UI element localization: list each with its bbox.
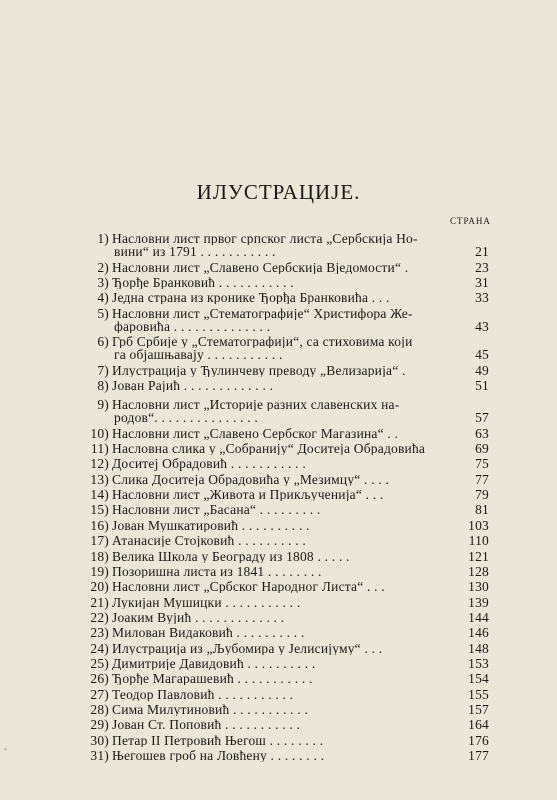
item-number: 4) xyxy=(97,290,109,306)
list-item xyxy=(84,307,489,333)
item-title-line: Насловни лист „Србског Народног Листа“ . . . xyxy=(112,580,385,594)
item-number: 25) xyxy=(90,655,109,671)
item-title-line: Теодор Павловић . . . . . . . . . . . xyxy=(112,687,294,701)
item-title-line: Насловни лист „Славено Сербскија Вједомости“ . xyxy=(112,260,409,274)
list-item xyxy=(84,688,489,701)
illustrations-list xyxy=(84,232,489,764)
item-title-line: Слика Доситеја Обрадовића у „Мезимцу“ . . . . xyxy=(112,472,390,486)
item-number: 29) xyxy=(90,717,109,733)
list-item xyxy=(84,611,489,624)
item-title-line: Насловни лист „Историје разних славенских на- xyxy=(112,398,400,412)
page-number: 51 xyxy=(475,378,489,394)
item-number: 31) xyxy=(90,747,109,763)
list-item xyxy=(84,457,489,470)
list-item xyxy=(84,488,489,501)
item-title-line: Насловни лист „Стематографије“ Христифора Же- xyxy=(112,306,413,320)
page-number: 139 xyxy=(468,594,489,610)
item-number: 22) xyxy=(90,609,109,625)
item-title-line: Јован Ст. Поповић . . . . . . . . . . . xyxy=(112,718,301,732)
item-number: 21) xyxy=(90,594,109,610)
list-item xyxy=(84,672,489,685)
item-title-line: вини“ из 1791 . . . . . . . . . . . xyxy=(114,245,276,259)
item-number: 7) xyxy=(97,362,109,378)
page-number: 128 xyxy=(468,563,489,579)
page-number: 69 xyxy=(475,441,489,457)
item-title-line: Ђорђе Бранковић . . . . . . . . . . . xyxy=(112,275,294,290)
list-item xyxy=(84,596,489,609)
item-number: 10) xyxy=(90,425,109,441)
item-title-line: Атанасије Стојковић . . . . . . . . . . xyxy=(112,534,307,548)
list-item xyxy=(84,534,489,547)
item-title-line: Велика Школа у Београду из 1808 . . . . . xyxy=(112,549,350,563)
item-number: 30) xyxy=(90,732,109,748)
item-number: 11) xyxy=(90,441,109,457)
item-number: 6) xyxy=(97,334,109,350)
page-number: 121 xyxy=(468,548,489,564)
list-item xyxy=(84,442,489,455)
page-number: 155 xyxy=(468,686,489,702)
page-number: 177 xyxy=(468,747,489,763)
item-title-line: Насловни лист првог српског листа „Сербскија Но- xyxy=(112,232,418,246)
item-title-line: Јоаким Вујић . . . . . . . . . . . . . xyxy=(112,610,285,625)
item-title-line: Димитрије Давидовић . . . . . . . . . . xyxy=(112,656,316,671)
list-item xyxy=(84,503,489,516)
item-number: 5) xyxy=(97,305,109,321)
item-number: 28) xyxy=(90,701,109,717)
page-number: 21 xyxy=(475,244,489,260)
item-title-line: Милован Видаковић . . . . . . . . . . xyxy=(112,626,305,640)
list-item xyxy=(84,473,489,486)
page-number: 23 xyxy=(475,259,489,275)
page-column-header: СТРАНА xyxy=(450,216,491,226)
page-number: 77 xyxy=(475,471,489,487)
item-number: 19) xyxy=(90,563,109,579)
item-number: 16) xyxy=(90,517,109,533)
item-title-line: Илустрација из „Љубомира у Јелисијуму“ . . . xyxy=(112,641,383,655)
item-number: 24) xyxy=(90,640,109,656)
item-number: 18) xyxy=(90,548,109,564)
list-item xyxy=(84,232,489,258)
margin-mark: ◦ xyxy=(4,744,8,754)
page-number: 164 xyxy=(468,717,489,733)
page-number: 154 xyxy=(468,671,489,687)
list-item xyxy=(84,398,489,424)
item-number: 20) xyxy=(90,579,109,595)
list-item xyxy=(84,335,489,361)
item-title-line: Насловна слика у „Собранију“ Доситеја Обрадовића xyxy=(112,442,426,456)
item-number: 26) xyxy=(90,671,109,687)
item-title-line: Петар II Петровић Његош . . . . . . . . xyxy=(112,733,324,747)
page-number: 144 xyxy=(468,609,489,625)
item-title-line: Једна страна из кронике Ђорђа Бранковића . . . xyxy=(112,291,390,305)
list-item xyxy=(84,718,489,731)
item-number: 27) xyxy=(90,686,109,702)
item-number: 15) xyxy=(90,502,109,518)
list-item xyxy=(84,519,489,532)
list-item xyxy=(84,642,489,655)
item-number: 3) xyxy=(97,274,109,290)
list-item xyxy=(84,291,489,304)
page-number: 49 xyxy=(475,362,489,378)
page-number: 81 xyxy=(475,502,489,518)
page-number: 33 xyxy=(475,290,489,306)
page-number: 57 xyxy=(475,410,489,426)
list-item xyxy=(84,550,489,563)
list-item xyxy=(84,565,489,578)
list-item xyxy=(84,626,489,639)
item-title-line: Грб Србије у „Стематографији“, са стиховима који xyxy=(112,335,413,349)
item-number: 1) xyxy=(97,231,109,246)
item-title-line: Илустрација у Ђулинчеву преводу „Велизарија“ . xyxy=(112,363,406,377)
item-number: 2) xyxy=(97,259,109,275)
page-number: 43 xyxy=(475,318,489,334)
list-item xyxy=(84,749,489,762)
page-number: 130 xyxy=(468,579,489,595)
item-number: 12) xyxy=(90,456,109,472)
item-title-line: Његошев гроб на Ловћену . . . . . . . . xyxy=(112,748,325,763)
item-title-line: Сима Милутиновић . . . . . . . . . . . xyxy=(112,702,309,717)
item-title-line: Јован Рајић . . . . . . . . . . . . . xyxy=(112,379,274,393)
list-item xyxy=(84,379,489,392)
item-title-line: Јован Мушкатировић . . . . . . . . . . xyxy=(112,518,310,533)
list-item xyxy=(84,657,489,670)
item-number: 14) xyxy=(90,487,109,503)
item-number: 8) xyxy=(97,378,109,394)
list-item xyxy=(84,703,489,716)
item-title-line: родов“. . . . . . . . . . . . . . . xyxy=(114,411,258,425)
item-number: 23) xyxy=(90,625,109,641)
item-title-line: Доситеј Обрадовић . . . . . . . . . . . xyxy=(112,457,306,471)
item-number: 13) xyxy=(90,471,109,487)
page-number: 31 xyxy=(475,274,489,290)
page-number: 157 xyxy=(468,701,489,717)
page-number: 63 xyxy=(475,425,489,441)
page-number: 45 xyxy=(475,347,489,363)
item-number: 17) xyxy=(90,533,109,549)
page-number: 176 xyxy=(468,732,489,748)
list-item xyxy=(84,580,489,593)
list-item xyxy=(84,261,489,274)
page-number: 75 xyxy=(475,456,489,472)
item-title-line: га објашњавају . . . . . . . . . . . xyxy=(114,348,283,362)
page-number: 146 xyxy=(468,625,489,641)
page-number: 153 xyxy=(468,655,489,671)
item-title-line: Позоришна листа из 1841 . . . . . . . . xyxy=(112,564,322,579)
item-title-line: Насловни лист „Басана“ . . . . . . . . . xyxy=(112,503,321,517)
item-title-line: Лукијан Мушицки . . . . . . . . . . . xyxy=(112,595,301,609)
item-number: 9) xyxy=(97,397,109,413)
page-title: ИЛУСТРАЦИЈЕ. xyxy=(196,180,361,204)
page-number: 148 xyxy=(468,640,489,656)
list-item xyxy=(84,364,489,377)
page-number: 103 xyxy=(468,517,489,533)
list-item xyxy=(84,734,489,747)
item-title-line: Насловни лист „Живота и Прикљученија“ . . . xyxy=(112,488,384,502)
page-number: 110 xyxy=(468,533,489,549)
item-title-line: Насловни лист „Славено Сербског Магазина“ . . xyxy=(112,426,399,440)
item-title-line: Ђорђе Магарашевић . . . . . . . . . . . xyxy=(112,672,313,686)
list-item xyxy=(84,427,489,440)
item-title-line: фаровића . . . . . . . . . . . . . . xyxy=(114,319,271,333)
page-number: 79 xyxy=(475,487,489,503)
list-item xyxy=(84,276,489,289)
